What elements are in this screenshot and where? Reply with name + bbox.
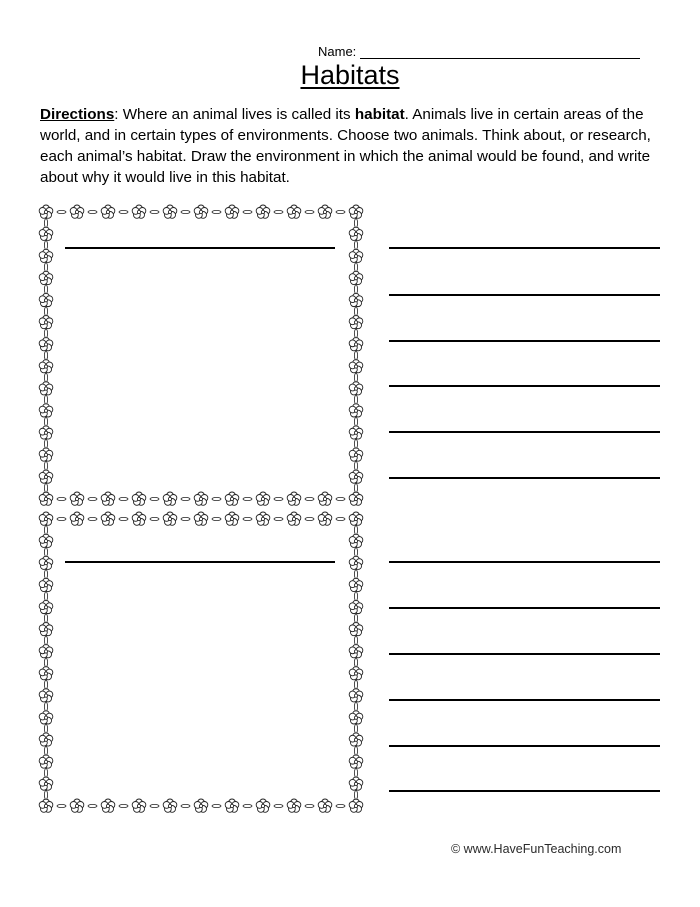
- flower-icon: [163, 512, 177, 525]
- flower-icon: [39, 644, 53, 657]
- flower-icon: [349, 622, 363, 635]
- leaf-icon: [181, 497, 190, 500]
- flower-icon: [101, 205, 115, 218]
- flower-icon: [349, 492, 363, 505]
- flower-icon: [39, 622, 53, 635]
- leaf-icon: [44, 439, 47, 448]
- leaf-icon: [88, 517, 97, 520]
- writing-line[interactable]: [389, 477, 660, 479]
- flower-icon: [39, 512, 53, 525]
- flower-icon: [349, 426, 363, 439]
- writing-line[interactable]: [389, 431, 660, 433]
- flower-icon: [349, 227, 363, 240]
- leaf-icon: [119, 210, 128, 213]
- flower-icon: [349, 404, 363, 417]
- leaf-icon: [44, 636, 47, 645]
- name-row: [318, 39, 640, 59]
- leaf-icon: [274, 804, 283, 807]
- flower-icon: [318, 512, 332, 525]
- leaf-icon: [354, 702, 357, 711]
- leaf-icon: [354, 351, 357, 360]
- leaf-icon: [354, 658, 357, 667]
- page-title: Habitats: [300, 60, 400, 90]
- animal-name-line-1[interactable]: [65, 247, 335, 249]
- directions-text: [40, 104, 665, 188]
- flower-icon: [349, 711, 363, 724]
- leaf-icon: [243, 210, 252, 213]
- flower-icon: [287, 512, 301, 525]
- leaf-icon: [354, 526, 357, 535]
- flower-icon: [225, 205, 239, 218]
- leaf-icon: [354, 746, 357, 755]
- leaf-icon: [44, 395, 47, 404]
- flower-icon: [256, 799, 270, 812]
- flower-icon: [256, 492, 270, 505]
- flower-icon: [349, 534, 363, 547]
- leaf-icon: [150, 210, 159, 213]
- leaf-icon: [354, 241, 357, 250]
- leaf-icon: [354, 768, 357, 777]
- writing-line[interactable]: [389, 745, 660, 747]
- flower-icon: [39, 689, 53, 702]
- leaf-icon: [354, 592, 357, 601]
- leaf-icon: [354, 373, 357, 382]
- leaf-icon: [44, 285, 47, 294]
- flower-icon: [225, 492, 239, 505]
- flower-icon: [287, 492, 301, 505]
- flower-icon: [70, 492, 84, 505]
- leaf-icon: [305, 497, 314, 500]
- flower-icon: [349, 382, 363, 395]
- leaf-icon: [44, 658, 47, 667]
- flower-icon: [39, 315, 53, 328]
- leaf-icon: [44, 768, 47, 777]
- leaf-icon: [57, 804, 66, 807]
- writing-line[interactable]: [389, 653, 660, 655]
- flower-icon: [349, 600, 363, 613]
- leaf-icon: [336, 517, 345, 520]
- leaf-icon: [119, 497, 128, 500]
- leaf-icon: [274, 497, 283, 500]
- leaf-icon: [354, 219, 357, 228]
- leaf-icon: [354, 285, 357, 294]
- flower-icon: [39, 777, 53, 790]
- writing-line[interactable]: [389, 699, 660, 701]
- leaf-icon: [336, 210, 345, 213]
- flower-icon: [163, 492, 177, 505]
- flower-icon: [39, 600, 53, 613]
- leaf-icon: [150, 804, 159, 807]
- leaf-icon: [243, 517, 252, 520]
- copyright-footer: © www.HaveFunTeaching.com: [451, 842, 622, 856]
- flower-icon: [225, 799, 239, 812]
- flower-icon: [39, 293, 53, 306]
- directions-lead: Directions: [40, 106, 115, 123]
- leaf-icon: [44, 570, 47, 579]
- flower-icon: [349, 293, 363, 306]
- flower-icon: [287, 799, 301, 812]
- leaf-icon: [354, 548, 357, 557]
- flower-icon: [349, 512, 363, 525]
- flower-icon: [256, 512, 270, 525]
- leaf-icon: [181, 517, 190, 520]
- flower-icon: [39, 492, 53, 505]
- flower-border-icon: [37, 510, 365, 815]
- leaf-icon: [354, 636, 357, 645]
- leaf-icon: [44, 746, 47, 755]
- flower-icon: [39, 733, 53, 746]
- leaf-icon: [354, 329, 357, 338]
- leaf-icon: [88, 210, 97, 213]
- leaf-icon: [44, 483, 47, 492]
- flower-icon: [318, 492, 332, 505]
- writing-line[interactable]: [389, 385, 660, 387]
- flower-icon: [287, 205, 301, 218]
- name-label: Name:: [318, 44, 357, 59]
- leaf-icon: [57, 497, 66, 500]
- leaf-icon: [354, 263, 357, 272]
- flower-icon: [194, 799, 208, 812]
- writing-line[interactable]: [389, 340, 660, 342]
- flower-icon: [349, 578, 363, 591]
- writing-line[interactable]: [389, 790, 660, 792]
- leaf-icon: [212, 804, 221, 807]
- flower-icon: [349, 271, 363, 284]
- leaf-icon: [305, 210, 314, 213]
- leaf-icon: [305, 804, 314, 807]
- flower-icon: [39, 578, 53, 591]
- directions-bold-word: habitat: [354, 106, 405, 123]
- leaf-icon: [44, 263, 47, 272]
- writing-line[interactable]: [389, 561, 660, 563]
- leaf-icon: [44, 461, 47, 470]
- drawing-frame-2[interactable]: [37, 510, 365, 815]
- flower-icon: [101, 492, 115, 505]
- leaf-icon: [354, 483, 357, 492]
- leaf-icon: [212, 517, 221, 520]
- leaf-icon: [274, 210, 283, 213]
- drawing-frame-1[interactable]: [37, 203, 365, 508]
- leaf-icon: [119, 517, 128, 520]
- leaf-icon: [44, 526, 47, 535]
- leaf-icon: [44, 351, 47, 360]
- flower-icon: [132, 205, 146, 218]
- flower-icon: [349, 249, 363, 262]
- leaf-icon: [44, 702, 47, 711]
- leaf-icon: [44, 548, 47, 557]
- flower-icon: [132, 799, 146, 812]
- flower-icon: [39, 404, 53, 417]
- leaf-icon: [44, 417, 47, 426]
- flower-icon: [349, 448, 363, 461]
- leaf-icon: [44, 307, 47, 316]
- leaf-icon: [44, 241, 47, 250]
- flower-icon: [349, 205, 363, 218]
- flower-icon: [132, 512, 146, 525]
- leaf-icon: [243, 497, 252, 500]
- leaf-icon: [44, 373, 47, 382]
- flower-icon: [39, 534, 53, 547]
- leaf-icon: [44, 219, 47, 228]
- directions-part2: . Animals live in certain areas of the world, and in certain types of environments. Choose two animals. Think about, or research, each animal’s habitat. Draw the environment in which the animal would be found, and write about why it would live in this habitat.: [40, 106, 651, 186]
- leaf-icon: [212, 210, 221, 213]
- writing-line[interactable]: [389, 247, 660, 249]
- leaf-icon: [243, 804, 252, 807]
- leaf-icon: [274, 517, 283, 520]
- leaf-icon: [57, 210, 66, 213]
- flower-icon: [163, 799, 177, 812]
- leaf-icon: [57, 517, 66, 520]
- leaf-icon: [354, 680, 357, 689]
- flower-icon: [349, 644, 363, 657]
- leaf-icon: [354, 395, 357, 404]
- flower-icon: [349, 689, 363, 702]
- flower-icon: [194, 512, 208, 525]
- leaf-icon: [44, 592, 47, 601]
- leaf-icon: [354, 439, 357, 448]
- flower-icon: [39, 382, 53, 395]
- flower-icon: [39, 755, 53, 768]
- leaf-icon: [354, 461, 357, 470]
- flower-icon: [101, 799, 115, 812]
- flower-icon: [318, 205, 332, 218]
- flower-icon: [39, 711, 53, 724]
- writing-line[interactable]: [389, 607, 660, 609]
- flower-icon: [39, 360, 53, 373]
- flower-icon: [39, 271, 53, 284]
- writing-line[interactable]: [389, 294, 660, 296]
- flower-icon: [70, 512, 84, 525]
- directions-part1: : Where an animal lives is called its: [114, 106, 355, 123]
- leaf-icon: [354, 570, 357, 579]
- leaf-icon: [212, 497, 221, 500]
- flower-icon: [70, 799, 84, 812]
- flower-icon: [225, 512, 239, 525]
- flower-icon: [349, 470, 363, 483]
- flower-icon: [349, 733, 363, 746]
- flower-icon: [39, 556, 53, 569]
- leaf-icon: [150, 517, 159, 520]
- flower-icon: [349, 337, 363, 350]
- leaf-icon: [354, 417, 357, 426]
- flower-icon: [39, 227, 53, 240]
- flower-icon: [349, 360, 363, 373]
- leaf-icon: [181, 804, 190, 807]
- name-input-line[interactable]: [360, 44, 640, 59]
- flower-icon: [194, 492, 208, 505]
- flower-icon: [349, 755, 363, 768]
- leaf-icon: [150, 497, 159, 500]
- animal-name-line-2[interactable]: [65, 561, 335, 563]
- leaf-icon: [44, 329, 47, 338]
- flower-icon: [163, 205, 177, 218]
- leaf-icon: [44, 614, 47, 623]
- leaf-icon: [354, 724, 357, 733]
- flower-icon: [39, 426, 53, 439]
- leaf-icon: [305, 517, 314, 520]
- flower-icon: [194, 205, 208, 218]
- leaf-icon: [44, 680, 47, 689]
- flower-icon: [256, 205, 270, 218]
- flower-icon: [39, 799, 53, 812]
- leaf-icon: [88, 804, 97, 807]
- flower-icon: [349, 799, 363, 812]
- leaf-icon: [354, 790, 357, 799]
- leaf-icon: [336, 804, 345, 807]
- leaf-icon: [354, 307, 357, 316]
- flower-icon: [70, 205, 84, 218]
- leaf-icon: [88, 497, 97, 500]
- leaf-icon: [181, 210, 190, 213]
- leaf-icon: [354, 614, 357, 623]
- leaf-icon: [119, 804, 128, 807]
- flower-icon: [101, 512, 115, 525]
- flower-icon: [39, 337, 53, 350]
- leaf-icon: [44, 790, 47, 799]
- flower-icon: [349, 556, 363, 569]
- flower-icon: [39, 249, 53, 262]
- flower-icon: [318, 799, 332, 812]
- flower-icon: [132, 492, 146, 505]
- flower-icon: [349, 315, 363, 328]
- leaf-icon: [44, 724, 47, 733]
- flower-icon: [39, 667, 53, 680]
- flower-icon: [349, 667, 363, 680]
- flower-icon: [349, 777, 363, 790]
- flower-icon: [39, 205, 53, 218]
- flower-icon: [39, 448, 53, 461]
- flower-icon: [39, 470, 53, 483]
- leaf-icon: [336, 497, 345, 500]
